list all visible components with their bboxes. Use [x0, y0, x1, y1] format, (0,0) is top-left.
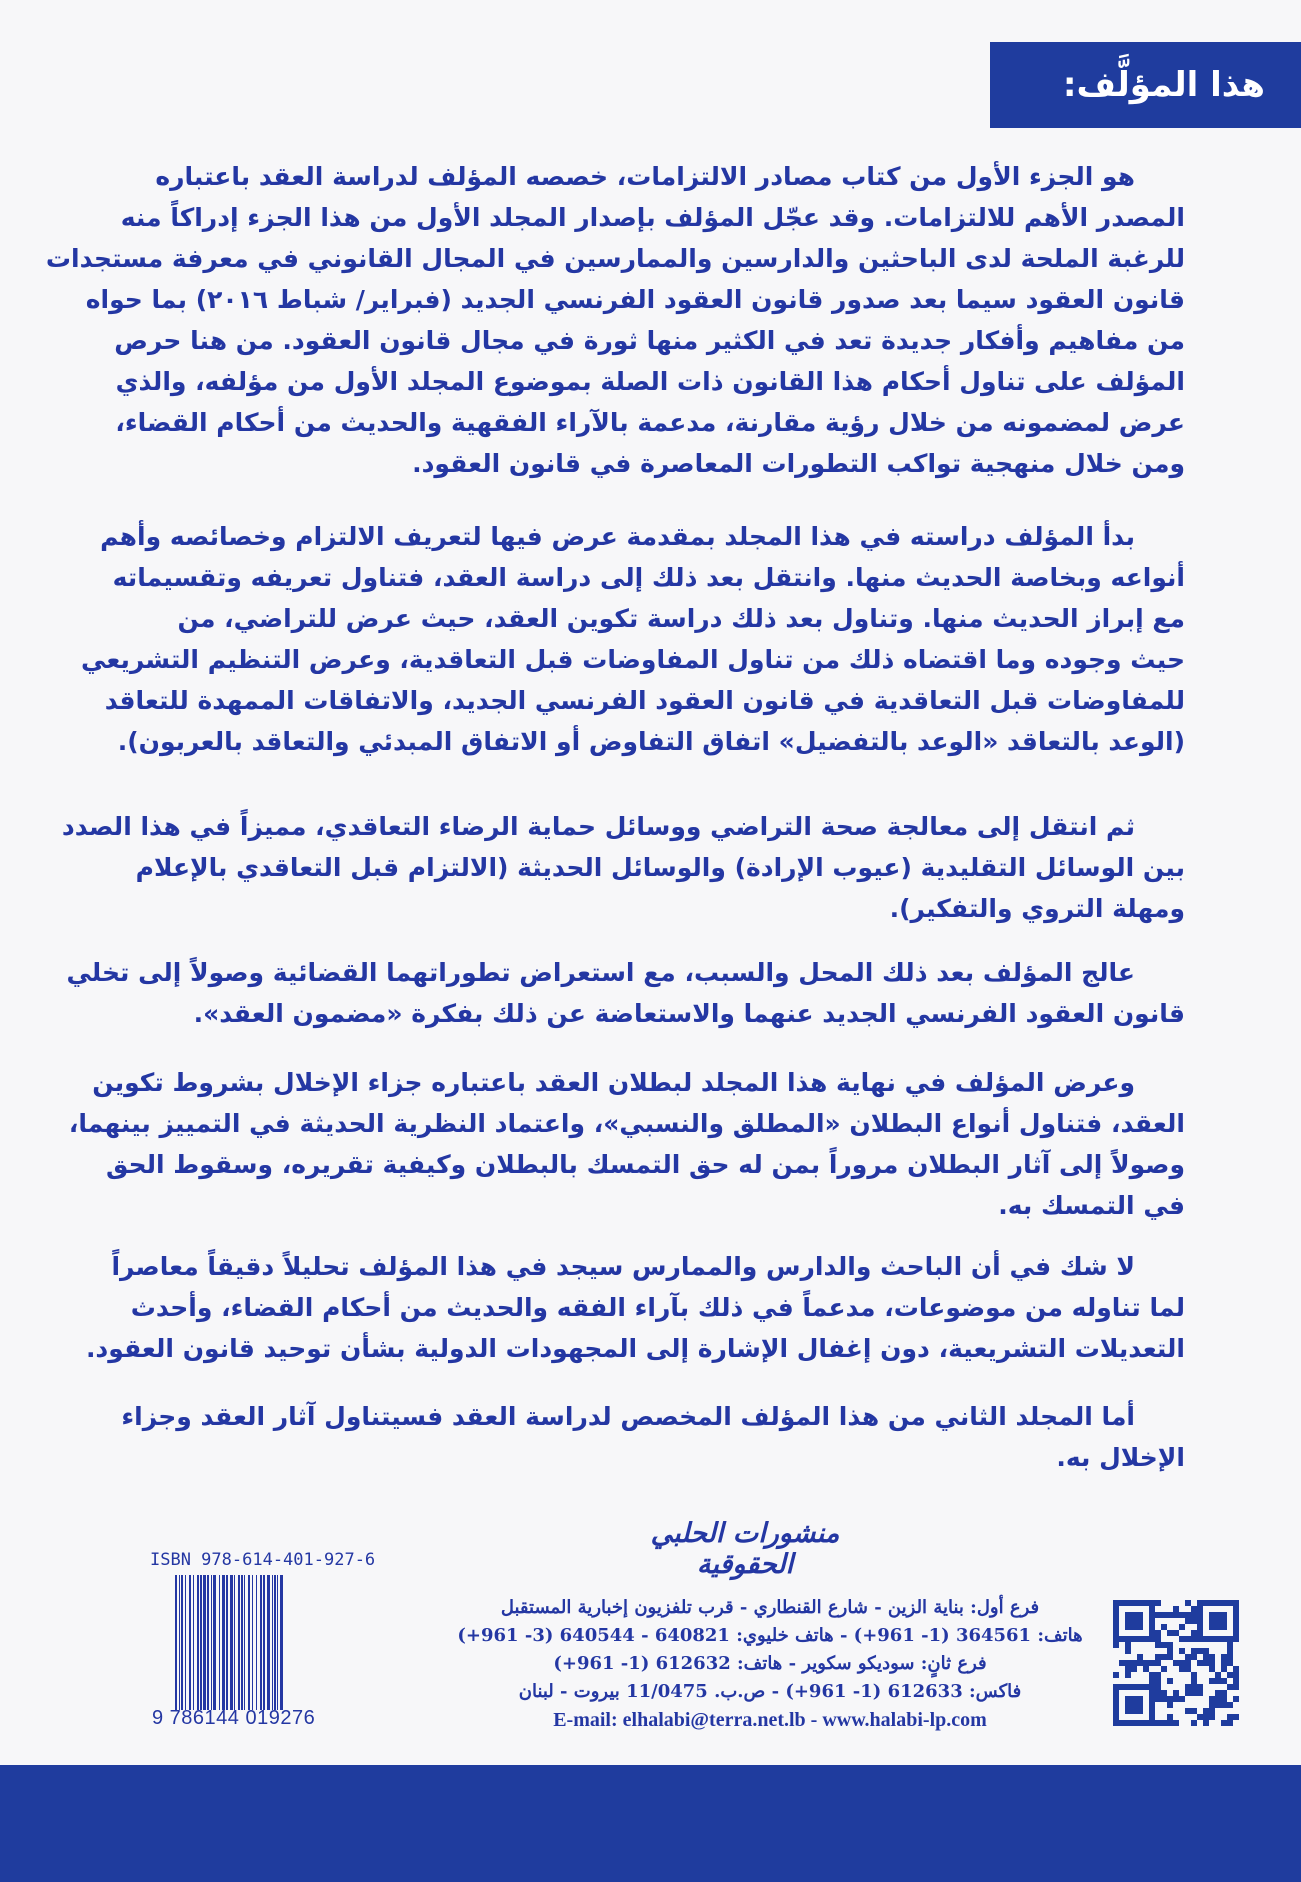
paragraph: [85, 1246, 1185, 1369]
paragraph-line: عالج المؤلف بعد ذلك المحل والسبب، مع استعراض تطوراتهما القضائية وصولاً إلى تخلي: [66, 958, 1135, 987]
paragraph-line: من مفاهيم وأفكار جديدة تعد في الكثير منها ثورة في مجال قانون العقود. من هنا حرص: [114, 326, 1185, 355]
address-line: فاكس: 612633 (1- 961+) - ص.ب. 11/0475 بيروت - لبنان: [518, 1681, 1022, 1702]
paragraph-line: بدأ المؤلف دراسته في هذا المجلد بمقدمة عرض فيها لتعريف الالتزام وخصائصه وأهم: [100, 522, 1135, 551]
paragraph-line: للمفاوضات قبل التعاقدية في قانون العقود الفرنسي الجديد، والاتفاقات الممهدة للتعاقد: [104, 686, 1185, 715]
paragraph-line: التعديلات التشريعية، دون إغفال الإشارة إلى المجهودات الدولية بشأن توحيد قانون العقود.: [85, 1334, 1185, 1363]
paragraph-line: لما تناوله من موضوعات، مدعماً في ذلك بآراء الفقه والحديث من أحكام القضاء، وأحدث: [130, 1293, 1185, 1322]
paragraph-line: المصدر الأهم للالتزامات. وقد عجّل المؤلف بإصدار المجلد الأول من هذا الجزء إدراكاً منه: [120, 203, 1185, 232]
paragraph-line: أنواعه وبخاصة الحديث منها. وانتقل بعد ذلك إلى دراسة العقد، فتناول تعريفه وتقسيماته: [112, 563, 1185, 592]
bottom-band: [0, 1765, 1301, 1882]
barcode-bar: [283, 1575, 285, 1710]
paragraph-line: ومهلة التروي والتفكير).: [889, 894, 1185, 923]
paragraph-line: وعرض المؤلف في نهاية هذا المجلد لبطلان العقد باعتباره جزاء الإخلال بشروط تكوين: [92, 1068, 1135, 1097]
paragraph-line: حيث وجوده وما اقتضاه ذلك من تناول المفاوضات قبل التعاقدية، وعرض التنظيم التشريعي: [81, 645, 1185, 674]
paragraph-line: هو الجزء الأول من كتاب مصادر الالتزامات، خصصه المؤلف لدراسة العقد باعتباره: [155, 162, 1135, 191]
paragraph-line: ثم انتقل إلى معالجة صحة التراضي ووسائل حماية الرضاء التعاقدي، مميزاً في هذا الصدد: [61, 812, 1135, 841]
paragraph-line: ومن خلال منهجية تواكب التطورات المعاصرة في قانون العقود.: [412, 449, 1185, 478]
barcode: [175, 1575, 361, 1710]
paragraph-line: قانون العقود سيما بعد صدور قانون العقود الفرنسي الجديد (فبراير/ شباط ٢٠١٦) بما حواه: [85, 285, 1185, 314]
section-title: هذا المؤلَّف:: [1062, 65, 1265, 105]
isbn-label: ISBN 978-614-401-927-6: [150, 1550, 376, 1570]
paragraph: [121, 1396, 1185, 1478]
paragraph-line: أما المجلد الثاني من هذا المؤلف المخصص لدراسة العقد فسيتناول آثار العقد وجزاء: [121, 1402, 1135, 1431]
paragraph: [66, 952, 1185, 1034]
paragraph-line: العقد، فتناول أنواع البطلان «المطلق والنسبي»، واعتماد النظرية الحديثة في التمييز بينهما،: [68, 1109, 1185, 1138]
paragraph: [61, 806, 1185, 929]
paragraph: [45, 156, 1185, 484]
paragraph-line: في التمسك به.: [998, 1191, 1185, 1220]
address-line: هاتف: 364561 (1- 961+) - هاتف خليوي: 640821 - 640544 (3- 961+): [457, 1625, 1083, 1646]
paragraph-line: مع إبراز الحديث منها. وتناول بعد ذلك دراسة تكوين العقد، حيث عرض للتراضي، من: [177, 604, 1185, 633]
paragraph: [68, 1062, 1185, 1226]
publisher-logo: منشورات الحلبي الحقوقية: [650, 1518, 840, 1580]
paragraph-line: الإخلال به.: [1056, 1443, 1185, 1472]
qr-code: [1113, 1600, 1239, 1726]
paragraph-line: بين الوسائل التقليدية (عيوب الإرادة) والوسائل الحديثة (الالتزام قبل التعاقدي بالإعلام: [135, 853, 1185, 882]
paragraph: [81, 516, 1185, 762]
paragraph-line: قانون العقود الفرنسي الجديد عنهما والاستعاضة عن ذلك بفكرة «مضمون العقد».: [193, 999, 1185, 1028]
paragraph-line: المؤلف على تناول أحكام هذا القانون ذات الصلة بموضوع المجلد الأول من مؤلفه، والذي: [115, 367, 1185, 396]
address-line: فرع أول: بناية الزين - شارع القنطاري - قرب تلفزيون إخبارية المستقبل: [500, 1597, 1040, 1618]
paragraph-line: وصولاً إلى آثار البطلان مروراً بمن له حق التمسك بالبطلان وكيفية تقريره، وسقوط الحق: [106, 1150, 1185, 1179]
paragraph-line: (الوعد بالتعاقد «الوعد بالتفضيل» اتفاق التفاوض أو الاتفاق المبدئي والتعاقد بالعربون).: [117, 727, 1185, 756]
barcode-number: 9 786144 019276: [152, 1707, 316, 1729]
paragraph-line: لا شك في أن الباحث والدارس والممارس سيجد في هذا المؤلف تحليلاً دقيقاً معاصراً: [111, 1252, 1135, 1281]
section-title-box: [990, 42, 1301, 128]
address-line: فرع ثانٍ: سوديكو سكوير - هاتف: 612632 (1- 961+): [553, 1653, 987, 1674]
contact-line: E-mail: elhalabi@terra.net.lb - www.halabi-lp.com: [553, 1709, 987, 1731]
paragraph-line: للرغبة الملحة لدى الباحثين والدارسين والممارسين في المجال القانوني في معرفة مستجدات: [45, 244, 1185, 273]
publisher-address: [420, 1594, 1120, 1734]
paragraph-line: عرض لمضمونه من خلال رؤية مقارنة، مدعمة بالآراء الفقهية والحديث من أحكام القضاء،: [115, 408, 1185, 437]
